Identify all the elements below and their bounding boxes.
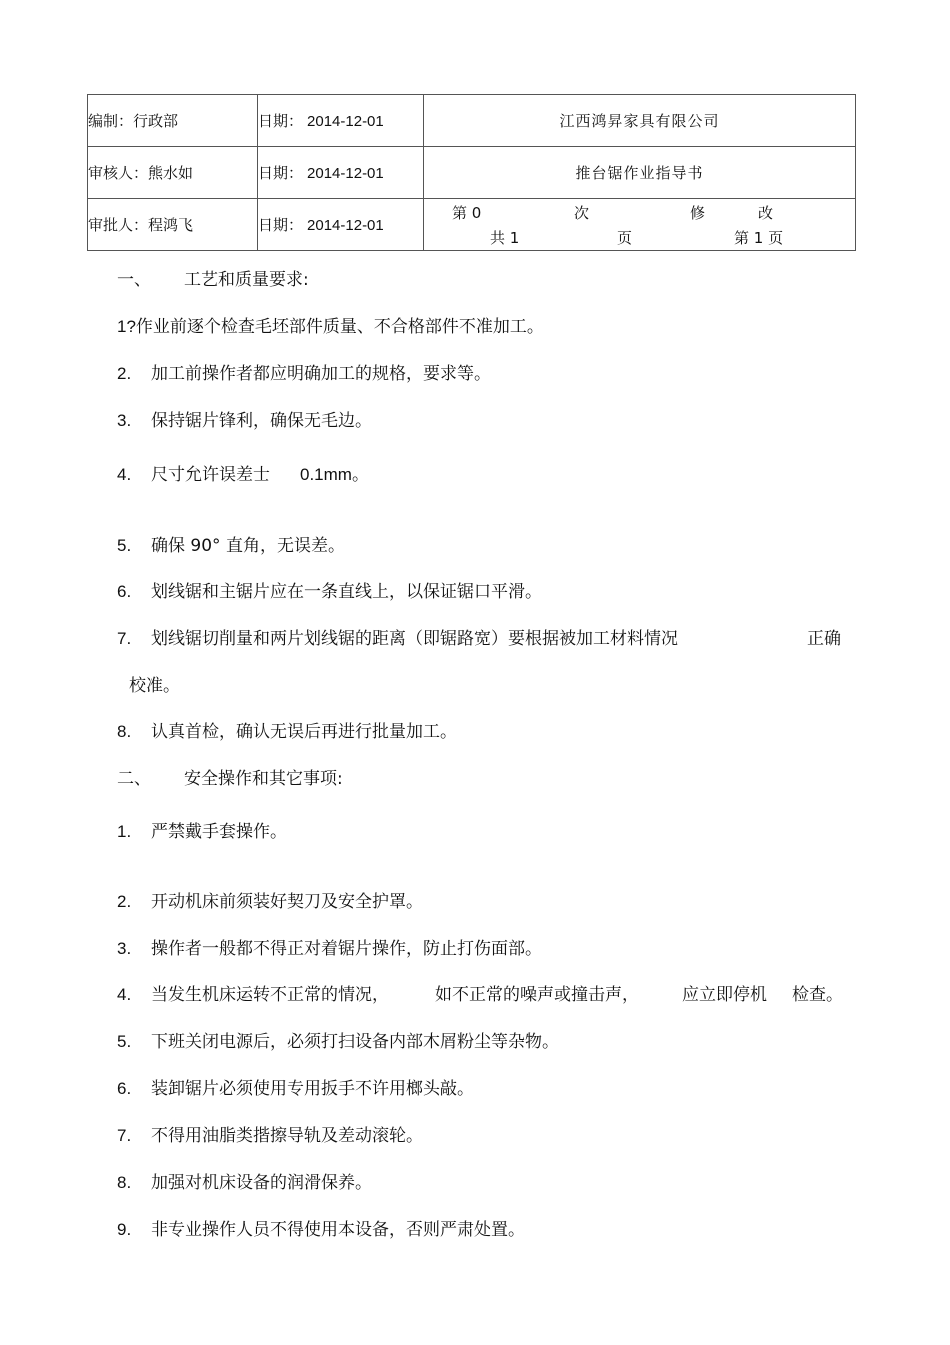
item-number: 4. [117, 985, 132, 1004]
section2-number: 二、 [117, 769, 151, 789]
document-header-table [87, 94, 856, 251]
s1-item-3 [117, 409, 372, 433]
item-number: 2. [117, 892, 132, 911]
s2-item-6 [117, 1077, 474, 1101]
s1-item-2 [117, 362, 491, 386]
date-label: 日期： [258, 112, 304, 130]
item-number: 9. [117, 1220, 132, 1239]
item-number: 6. [117, 1079, 132, 1098]
s2-item-8 [117, 1171, 372, 1195]
section1-title: 工艺和质量要求: [184, 270, 309, 290]
compiled-by-label: 编制：行政部 [88, 112, 179, 130]
item-text: 当发生机床运转不正常的情况， [151, 985, 389, 1005]
item-text: 非专业操作人员不得使用本设备，否则严肃处置。 [151, 1220, 525, 1240]
s1-item-4-tolerance: 0.1mm。 [300, 465, 369, 484]
item-number: 8. [117, 722, 132, 741]
item-number: 1. [117, 822, 132, 841]
item-text: 保持锯片锋利，确保无毛边。 [151, 411, 372, 431]
item-number: 5. [117, 536, 132, 555]
item-text: 开动机床前须装好契刀及安全护罩。 [151, 892, 423, 912]
s1-item-1 [117, 315, 544, 339]
s2-item-2 [117, 890, 423, 914]
item-text: 操作者一般都不得正对着锯片操作，防止打伤面部。 [151, 939, 542, 959]
page-ye: 页 [617, 229, 633, 247]
item-text: 确保 90° 直角，无误差。 [151, 536, 345, 556]
revision-gai: 改 [758, 204, 774, 222]
revision-page-cell [424, 199, 856, 251]
item-number: 7. [117, 1126, 132, 1145]
reviewed-by-cell [88, 147, 258, 199]
s1-item-7-continuation: 校准。 [129, 676, 180, 696]
item-text: 尺寸允许误差士 [151, 465, 270, 485]
approved-by-cell [88, 199, 258, 251]
s1-item-8 [117, 720, 457, 744]
s2-item-4-part2: 如不正常的噪声或撞击声， [435, 985, 639, 1005]
approved-date-cell [258, 199, 424, 251]
item-number: 3. [117, 411, 132, 430]
section2-title: 安全操作和其它事项: [184, 769, 343, 789]
s1-item-6 [117, 580, 542, 604]
item-number: 6. [117, 582, 132, 601]
date-value: 2014-12-01 [307, 113, 384, 130]
reviewed-date-cell [258, 147, 424, 199]
s1-item-5 [117, 534, 345, 558]
item-text: 划线锯和主锯片应在一条直线上，以保证锯口平滑。 [151, 582, 542, 602]
item-text: 作业前逐个检查毛坯部件质量、不合格部件不准加工。 [135, 317, 544, 337]
item-text: 下班关闭电源后，必须打扫设备内部木屑粉尘等杂物。 [151, 1032, 559, 1052]
s2-item-5 [117, 1030, 559, 1054]
s2-item-1 [117, 820, 287, 844]
revision-ci: 次 [574, 204, 590, 222]
approved-by-label: 审批人：程鸿飞 [88, 216, 194, 234]
section1-number: 一、 [117, 270, 151, 290]
revision-number: 第 0 [452, 204, 482, 222]
page-current: 第 1 页 [734, 229, 784, 247]
item-text: 加工前操作者都应明确加工的规格，要求等。 [151, 364, 491, 384]
item-number: 8. [117, 1173, 132, 1192]
s1-item-4 [117, 463, 270, 487]
item-number: 5. [117, 1032, 132, 1051]
item-text: 认真首检，确认无误后再进行批量加工。 [151, 722, 457, 742]
s1-item-7 [117, 627, 678, 651]
compiled-by-cell [88, 95, 258, 147]
header-row-reviewed [88, 147, 856, 199]
item-number: 7. [117, 629, 132, 648]
revision-xiu: 修 [690, 204, 706, 222]
reviewed-by-label: 审核人：熊水如 [88, 164, 194, 182]
item-number: 3. [117, 939, 132, 958]
s1-item-7-tail: 正确 [807, 629, 841, 649]
compiled-date-cell [258, 95, 424, 147]
item-text: 加强对机床设备的润滑保养。 [151, 1173, 372, 1193]
item-text: 严禁戴手套操作。 [151, 822, 287, 842]
s2-item-4-part3: 应立即停机 [682, 985, 767, 1005]
date-label: 日期： [258, 216, 304, 234]
item-number: 4. [117, 465, 132, 484]
date-value: 2014-12-01 [307, 217, 384, 234]
item-text: 装卸锯片必须使用专用扳手不许用榔头敲。 [151, 1079, 474, 1099]
s2-item-4-part4: 检查。 [792, 985, 843, 1005]
date-label: 日期： [258, 164, 304, 182]
date-value: 2014-12-01 [307, 165, 384, 182]
s2-item-4 [117, 983, 389, 1007]
item-number: 1? [117, 317, 136, 336]
s2-item-7 [117, 1124, 423, 1148]
item-text: 划线锯切削量和两片划线锯的距离（即锯路宽）要根据被加工材料情况 [151, 629, 678, 649]
company-name: 江西鸿昇家具有限公司 [424, 95, 856, 147]
document-title: 推台锯作业指导书 [424, 147, 856, 199]
header-row-compiled [88, 95, 856, 147]
s2-item-3 [117, 937, 542, 961]
page-total: 共 1 [490, 229, 520, 247]
s2-item-9 [117, 1218, 525, 1242]
item-text: 不得用油脂类揩擦导轨及差动滚轮。 [151, 1126, 423, 1146]
header-row-approved [88, 199, 856, 251]
item-number: 2. [117, 364, 132, 383]
